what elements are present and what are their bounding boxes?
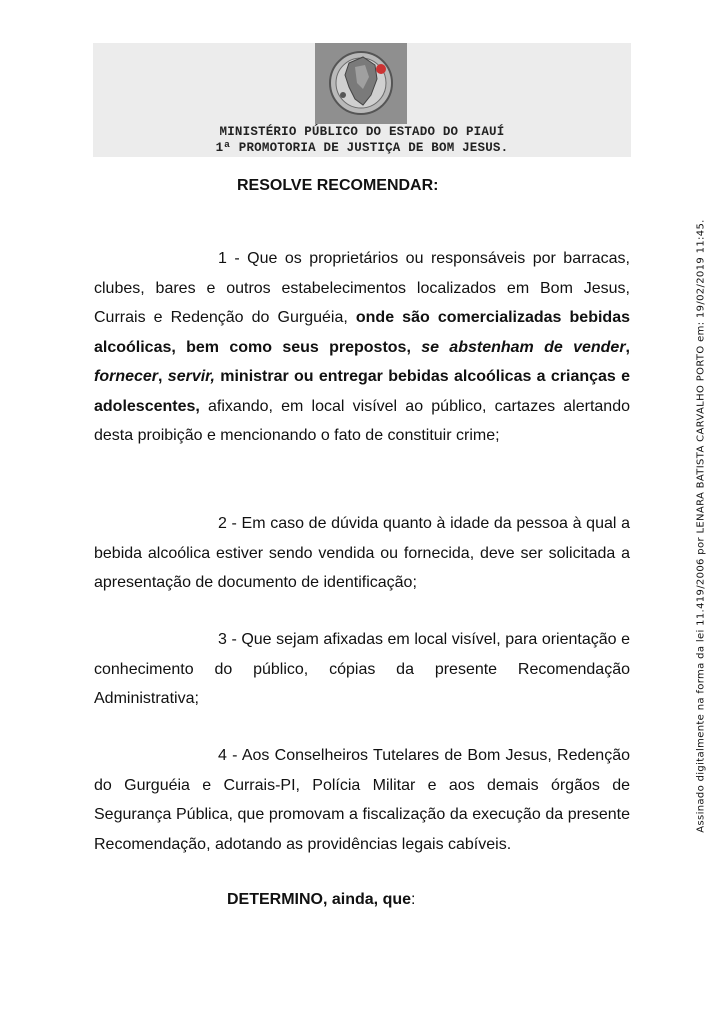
ministerio-publico-crest-icon [315,43,407,124]
recommendation-item-2 [94,509,630,598]
item-1-text: 1 - Que os proprietários ou responsáveis por barracas, clubes, bares e outros estabelecimentos localizados em Bom Jesus, Currais e Redenção do Gurguéia, [94,250,630,326]
recommendation-item-4 [94,741,630,859]
item-1-emphasis: se abstenham de vender [421,338,626,356]
item-3-text: 3 - Que sejam afixadas em local visível, para orientação e conhecimento do público, cópias da presente Recomendação Administrativa; [94,631,630,707]
item-1-text: afixando, em local visível ao público, cartazes alertando desta proibição e mencionando o fato de constituir crime; [94,397,630,444]
section-heading: RESOLVE RECOMENDAR: [237,177,439,194]
item-1-emphasis: fornecer [94,368,159,385]
letterhead [93,43,631,157]
item-1-bold-text: ministrar ou entregar bebidas alcoólicas a crianças e adolescentes, [94,368,631,415]
item-1-bold-text: onde são comercializadas bebidas alcoólicas, bem como seus prepostos, [94,309,630,356]
digital-signature-note: Assinado digitalmente na forma da lei 11.419/2006 por LENARA BATISTA CARVALHO PORTO em: 19/02/2019 11:45. [695,219,707,833]
department-name: 1ª PROMOTORIA DE JUSTIÇA DE BOM JESUS. [215,141,509,155]
determination-heading: DETERMINO, ainda, que: [227,891,416,908]
item-4-text: 4 - Aos Conselheiros Tutelares de Bom Jesus, Redenção do Gurguéia e Currais-PI, Polícia Militar e aos demais órgãos de Segurança Pública, que promovam a fiscalização da execução da presente Recomendação, adotando as providências legais cabíveis. [94,747,630,853]
recommendation-item-3 [94,625,630,714]
institution-name: MINISTÉRIO PÚBLICO DO ESTADO DO PIAUÍ [219,125,505,139]
item-1-emphasis: servir, [167,368,215,385]
item-2-text: 2 - Em caso de dúvida quanto à idade da pessoa à qual a bebida alcoólica estiver sendo vendida ou fornecida, deve ser solicitada a apresentação de documento de identificação; [94,515,630,591]
recommendation-item-1: 1 - Que os proprietários ou responsáveis por barracas, clubes, bares e outros estabelecimentos localizados em Bom Jesus, Currais e Redenção do Gurguéia, onde são comercializadas bebidas alcoólicas, bem como seus prepostos, se abstenham de vender, fornecer, servir, ministrar ou entregar bebidas alcoólicas a crianças e adolescentes, afixando, em local visível ao público, cartazes alertando desta proibição e mencionando o fato de constituir crime; [94,250,631,444]
